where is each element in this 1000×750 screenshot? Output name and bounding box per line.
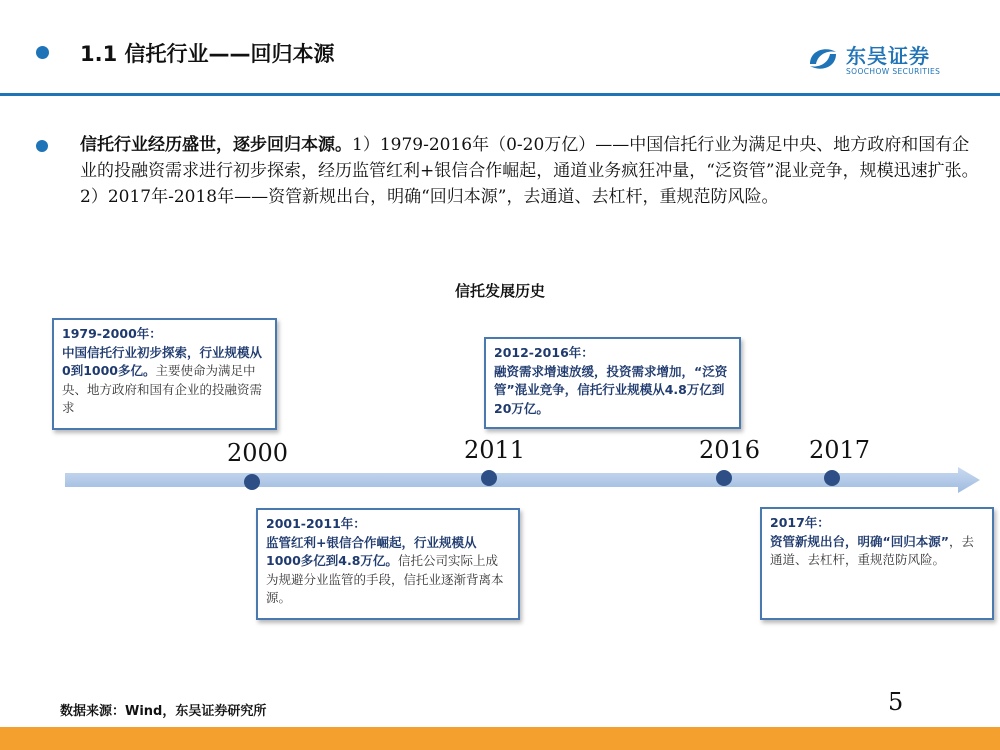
year-label-2017: 2017 [809,436,871,464]
header-divider [0,93,1000,96]
company-logo [806,40,966,84]
event-text: 信托公司实际上成为规避分业监管的手段，信托业逐渐背离本源。 [266,553,504,605]
event-box-2017 [760,507,994,620]
slide-title: 1.1 信托行业——回归本源 [80,42,335,66]
event-box-2012-2016 [484,337,741,429]
logo-chinese-name: 东吴证券 [846,44,930,68]
event-text: ，去通道、去杠杆，重规范防风险。 [770,533,974,567]
intro-lead: 信托行业经历盛世，逐步回归本源。 [80,135,352,155]
year-label-2011: 2011 [464,436,526,464]
footer-bar [0,727,1000,750]
logo-english-name: SOOCHOW SECURITIES [846,67,941,76]
event-highlight: 中国信托行业初步探索，行业规模从0到1000多亿。 [62,344,263,378]
intro-paragraph [80,132,985,210]
paragraph-bullet-icon [36,140,48,152]
event-box-1979-2000 [52,318,277,430]
year-label-2016: 2016 [699,436,761,464]
timeline-node-2017 [824,470,840,486]
page-number: 5 [888,688,904,716]
event-period: 1979-2000年： [62,326,162,341]
event-box-2001-2011 [256,508,520,620]
data-source-note: 数据来源：Wind，东吴证券研究所 [60,704,267,719]
timeline-node-2000 [244,474,260,490]
soochow-logo-icon [806,42,840,76]
event-highlight: 融资需求增速放缓，投资需求增加，“泛资管”混业竞争，信托行业规模从4.8万亿到20万亿。 [494,363,728,416]
timeline-node-2011 [481,470,497,486]
timeline-title: 信托发展历史 [454,282,545,300]
event-highlight: 监管红利+银信合作崛起，行业规模从1000多亿到4.8万亿。 [266,534,477,568]
event-period: 2017年： [770,515,830,530]
year-label-2000: 2000 [227,439,289,467]
timeline-node-2016 [716,470,732,486]
title-bullet-icon [36,46,49,59]
event-text: 主要使命为满足中央、地方政府和国有企业的投融资需求 [62,363,263,415]
event-highlight: 资管新规出台，明确“回归本源” [770,533,949,549]
intro-text: 1）1979-2016年（0-20万亿）——中国信托行业为满足中央、地方政府和国有企业的投融资需求进行初步探索，经历监管红利+银信合作崛起，通道业务疯狂冲量，“泛资管”混业竞争，规模迅速扩张。2）2017年-2018年——资管新规出台，明确“回归本源”，去通道、去杠杆，重规范防风险。 [80,135,979,207]
slide-header [0,0,1000,100]
event-period: 2001-2011年： [266,516,366,531]
event-period: 2012-2016年： [494,345,594,360]
timeline-arrow [65,467,980,493]
